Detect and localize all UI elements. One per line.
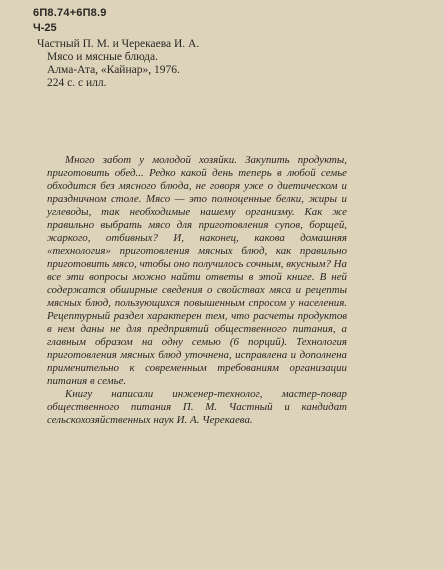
author-code: Ч-25 (33, 22, 57, 34)
abstract (47, 154, 347, 427)
bibliographic-record (37, 38, 199, 90)
authors-line: Частный П. М. и Черекаева И. А. (37, 38, 200, 50)
abstract-paragraph-1: Много забот у молодой хозяйки. Закупить продукты, приготовить обед... Редко какой день теперь в любой семье обходится без мясного блюда, не говоря уже о диетическом и праздничном столе. Мясо — это полноценные белки, жиры и углеводы, так необходимые нашему организму. Как же правильно выбрать мясо для приготовления супов, борщей, жаркого, отбивных? И, наконец, какова домашняя «технология» приготовления мясных блюд, как правильно приготовить мясо, чтобы оно получилось сочным, вкусным? На все эти вопросы можно найти ответы в этой книге. В ней содержатся обширные сведения о свойствах мяса и рецепты мясных блюд, пользующихся повышенным спросом у населения. Рецептурный раздел характерен тем, что расчеты продуктов в нем даны не для предприятий общественного питания, а главным образом на одну семью (6 порций). Технология приготовления мясных блюд уточнена, исправлена и дополнена применительно к современным требованиям организации питания в семье. (47, 154, 347, 387)
udc-classification: 6П8.74+6П8.9 (33, 7, 107, 19)
title-line: Мясо и мясные блюда. (47, 51, 158, 63)
publisher-line: Алма-Ата, «Кайнар», 1976. (47, 64, 180, 76)
abstract-paragraph-2: Книгу написали инженер-технолог, мастер-повар общественного питания П. М. Частный и кандидат сельскохозяйственных наук И. А. Черекаева. (47, 388, 347, 426)
pages-line: 224 с. с илл. (47, 77, 107, 89)
